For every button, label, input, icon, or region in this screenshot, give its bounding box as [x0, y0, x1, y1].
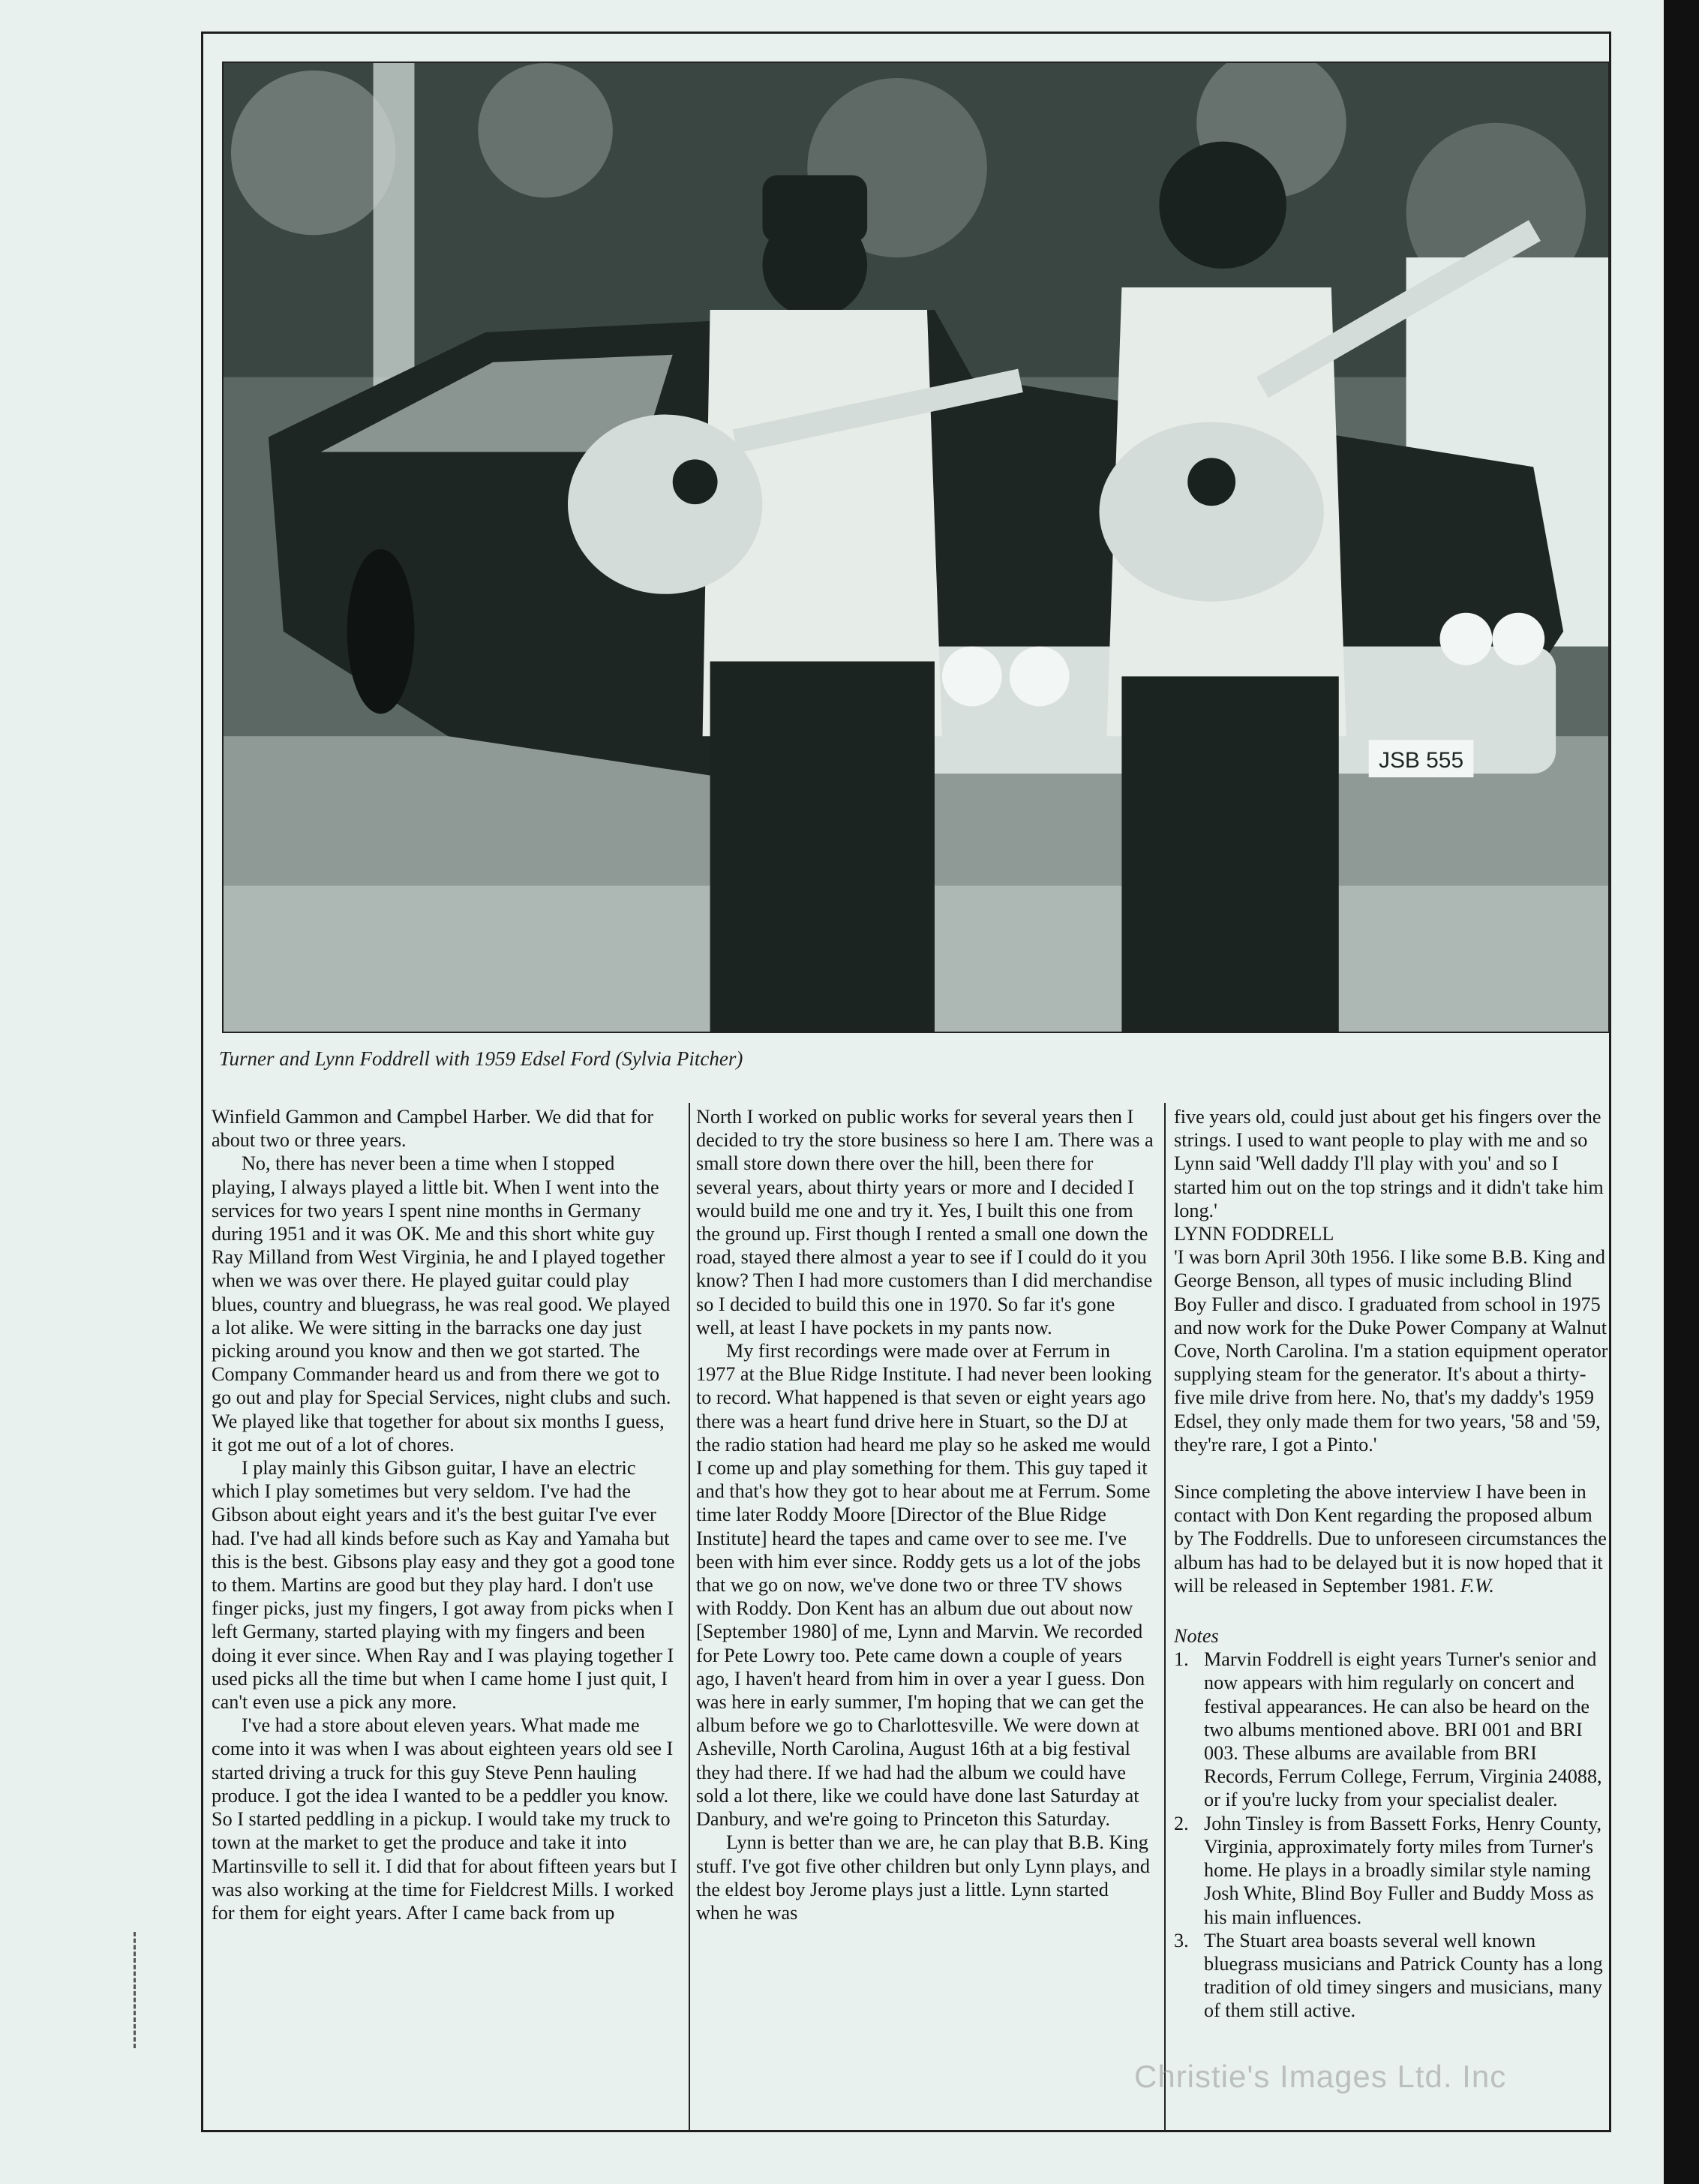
paragraph: I play mainly this Gibson guitar, I have an electric which I play sometimes but very seldom. I've had the Gibson about eight years and it's the best guitar I've ever had. I've had all kinds before such as Kay and Yamaha but this is the best. Gibsons play easy and they got a good tone to them. Martins are good but they play hard. I don't use finger picks, just my fingers, I got away from picks when I left Germany, started playing with my fingers and been doing it ever since. When Ray and I was playing together I used picks all the time but when I came home I just quit, I can't even use a pick any more. [212, 1457, 675, 1714]
note-item [1174, 1929, 1609, 2023]
note-item [1174, 1812, 1609, 1929]
photo-illustration [224, 63, 1608, 1032]
edge-perforation [134, 1932, 138, 2048]
paragraph: No, there has never been a time when I stopped playing, I always played a little bit. When I went into the services for two years I spent nine months in Germany during 1951 and it was OK. Me and this short white guy Ray Milland from West Virginia, he and I played together when we was over there. He played guitar could play blues, country and bluegrass, he was real good. We played a lot alike. We were sitting in the barracks one day just picking around you know and then we got started. The Company Commander heard us and from there we got to go out and play for Special Services, night clubs and such. We played like that together for about six months I guess, it got me out of a lot of chores. [212, 1152, 671, 1455]
note-text: John Tinsley is from Bassett Forks, Henry County, Virginia, approximately forty miles from Turner's home. He plays in a broadly similar style naming Josh White, Blind Boy Fuller and Buddy Moss as his main influences. [1204, 1812, 1602, 1928]
paragraph: Lynn is better than we are, he can play that B.B. King stuff. I've got five other children but only Lynn plays, and the eldest boy Jerome plays just a little. Lynn started when he was [696, 1831, 1150, 1924]
article-column-2 [696, 1105, 1154, 2137]
section-heading: LYNN FODDRELL [1174, 1223, 1334, 1245]
article-column-3 [1174, 1105, 1609, 2137]
notes-heading: Notes [1174, 1625, 1219, 1648]
column-divider [689, 1103, 690, 2132]
paragraph: five years old, could just about get his fingers over the strings. I used to want people to play with me and so Lynn said 'Well daddy I'll play with you' and so I started him out on the top strings and it didn't take him long.' [1174, 1106, 1604, 1221]
watermark: Christie's Images Ltd. Inc [1134, 2059, 1507, 2094]
paragraph: 'I was born April 30th 1956. I like some B.B. King and George Benson, all types of music including Blind Boy Fuller and disco. I graduated from school in 1975 and now work for the Duke Power Company at Walnut Cove, North Carolina. I'm a station equipment operator supplying steam for the generator. It's about a thirty-five mile drive from here. No, that's my daddy's 1959 Edsel, they only made them for two years, '58 and '59, they're rare, I got a Pinto.' [1174, 1246, 1608, 1455]
note-text: Marvin Foddrell is eight years Turner's senior and now appears with him regularly on concert and festival appearances. He can also be heard on the two albums mentioned above. BRI 001 and BRI 003. These albums are available from BRI Records, Ferrum College, Ferrum, Virginia 24088, or if you're lucky from your specialist dealer. [1204, 1648, 1602, 1811]
license-plate-text: JSB 555 [1378, 748, 1464, 774]
photo-caption: Turner and Lynn Foddrell with 1959 Edsel Ford (Sylvia Pitcher) [219, 1047, 743, 1070]
paragraph: My first recordings were made over at Ferrum in 1977 at the Blue Ridge Institute. I had never been looking to record. What happened is that seven or eight years ago there was a heart fund drive here in Stuart, so the DJ at the radio station had heard me play so he asked me would I come up and play something for them. This guy taped it and that's how they got to hear about me at Ferrum. Some time later Roddy Moore [Director of the Blue Ridge Institute] heard the tapes and came over to see me. I've been with him ever since. Roddy gets us a lot of the jobs that we go on now, we've done two or three TV shows with Roddy. Don Kent has an album due out about now [September 1980] of me, Lynn and Marvin. We recorded for Pete Lowry too. Pete came down a couple of years ago, I haven't heard from him in over a year I guess. Don was here in early summer, I'm hoping that we can get the album before we go to Charlottesville. We were down at Asheville, North Carolina, August 16th at a big festival they had there. If we had had the album we could have sold a lot there, like we could have done last Saturday at Danbury, and we're going to Princeton this Saturday. [696, 1340, 1152, 1831]
paragraph: North I worked on public works for several years then I decided to try the store business so here I am. There was a small store down there over the hill, been there for several years, about thirty years or more and I decided I would build me one and try it. Yes, I built this one from the ground up. First though I rented a small one down the road, stayed there almost a year to see if I could do it you know? Then I had more customers than I did merchandise so I decided to build this one in 1970. So far it's gone well, at least I have pockets in my pants now. [696, 1106, 1154, 1338]
editor-note-text: Since completing the above interview I have been in contact with Don Kent regarding the proposed album by The Foddrells. Due to unforeseen circumstances the album has had to be delayed but it is now hoped that it will be released in September 1981. [1174, 1481, 1607, 1597]
note-item [1174, 1648, 1609, 1811]
paragraph: I've had a store about eleven years. What made me come into it was when I was about eighteen years old see I started driving a truck for this guy Steve Penn hauling produce. I got the idea I wanted to be a peddler you know. So I started peddling in a pickup. I would take my truck to town at the market to get the produce and take it into Martinsville to sell it. I did that for about fifteen years but I was also working at the time for Fieldcrest Mills. I worked for them for eight years. After I came back from up [212, 1714, 677, 1924]
editor-signature: F.W. [1460, 1574, 1494, 1597]
note-text: The Stuart area boasts several well known bluegrass musicians and Patrick County has a long tradition of old timey singers and musicians, many of them still active. [1204, 1929, 1603, 2022]
note-number: 1. [1174, 1648, 1189, 1671]
article-column-1 [212, 1105, 678, 2137]
note-number: 2. [1174, 1812, 1189, 1834]
note-number: 3. [1174, 1929, 1189, 1951]
paragraph: Winfield Gammon and Campbel Harber. We did that for about two or three years. [212, 1106, 654, 1152]
notes-list [1174, 1648, 1609, 2022]
photo-turner-lynn-edsel [222, 62, 1610, 1033]
column-divider [1164, 1103, 1166, 2132]
editor-note [1174, 1480, 1609, 1597]
